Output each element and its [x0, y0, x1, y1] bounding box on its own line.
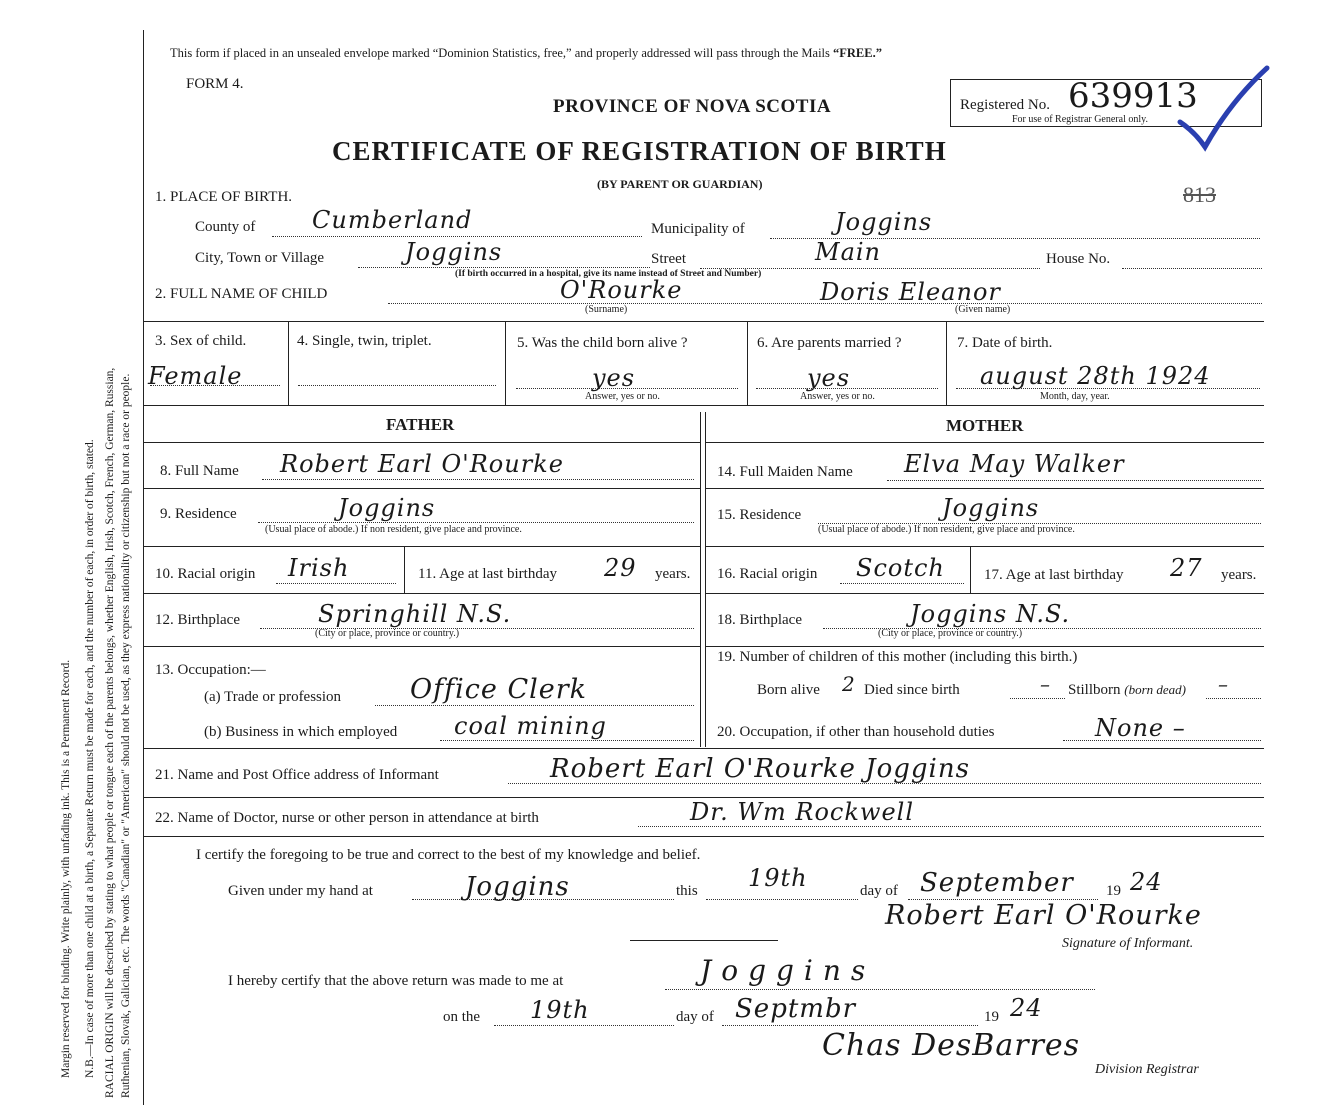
father-birthplace-note: (City or place, province or country.)	[315, 628, 460, 639]
stillborn-label: Stillborn (born dead)	[1068, 682, 1187, 698]
dob-label: 7. Date of birth.	[957, 335, 1053, 351]
registrar-statement: I hereby certify that the above return was made to me at	[228, 973, 564, 989]
given-label: Given under my hand at	[228, 883, 373, 899]
mother-heading: MOTHER	[946, 416, 1024, 435]
father-race-label: 10. Racial origin	[155, 566, 256, 582]
form-number: FORM 4.	[186, 76, 244, 92]
father-residence-note: (Usual place of abode.) If non resident, give place and province.	[265, 524, 522, 535]
margin-note-multiple: N.B.—In case of more than one child at a birth, a Separate Return must be made for each, and the number of each, in order of birth, stated.	[84, 439, 96, 1078]
dob-note: Month, day, year.	[1040, 391, 1110, 402]
on-the-label: on the	[443, 1009, 481, 1025]
registrar-year: 24	[1010, 994, 1043, 1022]
father-birthplace-label: 12. Birthplace	[155, 612, 240, 628]
mother-birthplace-label: 18. Birthplace	[717, 612, 802, 628]
children-count-label: 19. Number of children of this mother (including this birth.)	[717, 649, 1078, 665]
hospital-note: (If birth occurred in a hospital, give its name instead of Street and Number)	[455, 269, 762, 279]
answer-note: Answer, yes or no.	[585, 391, 660, 402]
father-name-value: Robert Earl O'Rourke	[280, 450, 564, 478]
registrar-month: Septmbr	[735, 994, 857, 1024]
child-name-label: 2. FULL NAME OF CHILD	[155, 286, 328, 302]
registered-label: Registered No.	[960, 97, 1050, 113]
born-alive-value: yes	[592, 364, 636, 392]
died-value: –	[1040, 672, 1051, 696]
mother-occupation-label: 20. Occupation, if other than household duties	[717, 724, 995, 740]
sex-value: Female	[148, 362, 243, 390]
father-heading: FATHER	[386, 415, 455, 434]
registrar-label: Division Registrar	[1095, 1062, 1199, 1077]
informant-value: Robert Earl O'Rourke Joggins	[550, 754, 970, 784]
street-label: Street	[651, 251, 686, 267]
father-residence-label: 9. Residence	[160, 506, 237, 522]
signature-label: Signature of Informant.	[1062, 936, 1194, 951]
subtitle: (BY PARENT OR GUARDIAN)	[597, 177, 763, 191]
father-birthplace-value: Springhill N.S.	[318, 600, 512, 628]
died-label: Died since birth	[864, 682, 960, 698]
mother-birthplace-value: Joggins N.S.	[910, 600, 1071, 628]
married-value: yes	[807, 364, 851, 392]
municipality-label: Municipality of	[651, 221, 745, 237]
born-alive-label: 5. Was the child born alive ?	[517, 335, 688, 351]
county-value: Cumberland	[312, 206, 473, 234]
city-value: Joggins	[405, 238, 503, 266]
occupation-label: 13. Occupation:—	[155, 662, 266, 678]
margin-note-racial: RACIAL ORIGIN will be described by stating to what people or tongue each of the parents belongs, whether English, Irish, Scotch, French, German, Russian,	[104, 367, 116, 1098]
born-alive-count-value: 2	[842, 672, 856, 696]
surname-note: (Surname)	[585, 304, 628, 315]
dob-value: august 28th 1924	[980, 362, 1211, 390]
mother-age-value: 27	[1170, 554, 1203, 582]
registered-note: For use of Registrar General only.	[1012, 114, 1148, 125]
registrar-dayof-label: day of	[676, 1009, 714, 1025]
mother-age-label: 17. Age at last birthday	[984, 567, 1124, 583]
multiple-birth-label: 4. Single, twin, triplet.	[297, 333, 432, 349]
father-years-label: years.	[655, 566, 691, 582]
registered-number: 639913	[1068, 76, 1198, 116]
city-label: City, Town or Village	[195, 250, 325, 266]
municipality-value: Joggins	[835, 208, 933, 236]
given-year-prefix: 19	[1106, 883, 1121, 899]
margin-note-binding: Margin reserved for binding. Write plainly, with unfading ink. This is a Permanent Record.	[60, 659, 72, 1078]
registrar-year-prefix: 19	[984, 1009, 999, 1025]
stillborn-value: –	[1218, 672, 1229, 696]
trade-value: Office Clerk	[410, 674, 587, 705]
trade-label: (a) Trade or profession	[204, 689, 342, 705]
corner-number: 813	[1183, 182, 1216, 207]
dayof-label: day of	[860, 883, 898, 899]
doctor-label: 22. Name of Doctor, nurse or other person in attendance at birth	[155, 810, 539, 826]
doctor-value: Dr. Wm Rockwell	[690, 798, 914, 826]
given-day-value: 19th	[748, 864, 808, 892]
child-surname: O'Rourke	[560, 276, 683, 304]
father-race-value: Irish	[288, 554, 350, 582]
business-value: coal mining	[454, 712, 607, 740]
given-month-value: September	[920, 868, 1074, 898]
mother-years-label: years.	[1221, 567, 1257, 583]
born-alive-count-label: Born alive	[757, 682, 820, 698]
certify-statement: I certify the foregoing to be true and correct to the best of my knowledge and belief.	[196, 847, 701, 863]
mother-residence-label: 15. Residence	[717, 507, 802, 523]
married-label: 6. Are parents married ?	[757, 335, 902, 351]
mother-occupation-value: None –	[1095, 714, 1186, 742]
mother-race-value: Scotch	[856, 554, 945, 582]
house-label: House No.	[1046, 251, 1111, 267]
check-mark-icon	[1175, 62, 1275, 152]
mother-name-label: 14. Full Maiden Name	[717, 464, 853, 480]
page-title: CERTIFICATE OF REGISTRATION OF BIRTH	[332, 136, 947, 166]
this-label: this	[676, 883, 698, 899]
margin-note-racial-2: Ruthenian, Slovak, Galician, etc. The words "Canadian" or "American" should not be used, as they express nationality or citizenship but not a race or people.	[120, 373, 132, 1098]
registrar-signature: Chas DesBarres	[822, 1028, 1081, 1063]
street-value: Main	[815, 238, 882, 266]
business-label: (b) Business in which employed	[204, 724, 398, 740]
province-heading: PROVINCE OF NOVA SCOTIA	[553, 96, 832, 117]
informant-label: 21. Name and Post Office address of Informant	[155, 767, 439, 783]
mother-residence-note: (Usual place of abode.) If non resident, give place and province.	[818, 524, 1075, 535]
margin-notes	[0, 0, 140, 1107]
place-of-birth-label: 1. PLACE OF BIRTH.	[155, 189, 293, 205]
given-year-value: 24	[1130, 868, 1163, 896]
informant-signature: Robert Earl O'Rourke	[885, 900, 1202, 931]
child-given-name: Doris Eleanor	[820, 278, 1001, 306]
given-note: (Given name)	[955, 304, 1011, 315]
father-age-value: 29	[604, 554, 637, 582]
answer-note-2: Answer, yes or no.	[800, 391, 875, 402]
mother-race-label: 16. Racial origin	[717, 566, 818, 582]
mother-name-value: Elva May Walker	[904, 450, 1125, 478]
county-label: County of	[195, 219, 256, 235]
father-age-label: 11. Age at last birthday	[418, 566, 557, 582]
given-place-value: Joggins	[465, 872, 570, 902]
mother-residence-value: Joggins	[942, 494, 1040, 522]
postage-note: This form if placed in an unsealed envelope marked “Dominion Statistics, free,” and properly addressed will pass through the Mails “FREE.”	[170, 46, 882, 60]
form-left-border	[143, 30, 144, 1105]
registrar-day: 19th	[530, 996, 590, 1024]
father-name-label: 8. Full Name	[160, 463, 239, 479]
mother-birthplace-note: (City or place, province or country.)	[878, 628, 1023, 639]
sex-label: 3. Sex of child.	[155, 333, 247, 349]
registrar-place: Joggins	[700, 954, 876, 987]
father-residence-value: Joggins	[338, 494, 436, 522]
